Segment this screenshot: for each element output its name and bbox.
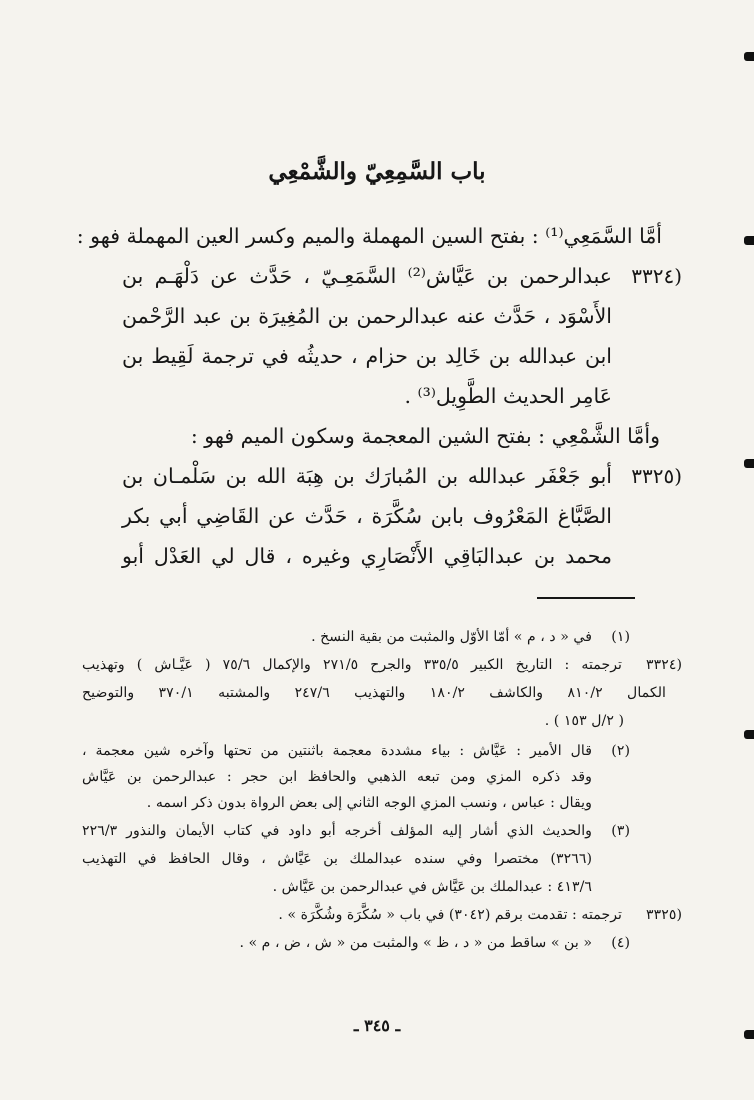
main-text (76, 216, 680, 256)
footnote-label: (٣٣٢٤ (645, 657, 682, 673)
text-line: وأمَّا الشَّمْعِي : بفتح الشين المعجمة وسكون الميم فهو : (190, 424, 660, 448)
edge-mark (744, 236, 754, 245)
main-text (122, 456, 612, 576)
main-text (122, 256, 612, 416)
footnote-line: قال الأمير : عَيَّاش : بياء مشددة معجمة باثنتين من تحتها وآخره شين معجمة ، (82, 743, 592, 759)
edge-mark (744, 52, 754, 61)
footnote-line: ويقال : عباس ، ونسب المزي الوجه الثاني إلى بعض الرواة بدون ذكر اسمه . (146, 795, 592, 811)
footnote-line: ( ٢/ل ١٥٣ ) . (544, 713, 624, 729)
text-line: أمَّا السَّمَعِي⁽¹⁾ : بفتح السين المهملة والميم وكسر العين المهملة فهو : (76, 224, 662, 248)
edge-mark (744, 459, 754, 468)
edge-mark (744, 730, 754, 739)
text-line: ابن عبدالله بن خَالِد بن حزام ، حديثُه في ترجمة لَقِيط بن (122, 344, 612, 368)
footnote-line: ترجمته : التاريخ الكبير ٣٣٥/٥ والجرح ٢٧١/٥ والإكمال ٧٥/٦ ( عَيَّـاش ) وتهذيب (82, 657, 623, 673)
text-line: أبو جَعْفَر عبدالله بن المُبارَك بن هِبَة الله بن سَلْمـان بن (122, 464, 612, 488)
footnote-line: الكمال ٨١٠/٢ والكاشف ١٨٠/٢ والتهذيب ٢٤٧/٦ والمشتبه ٣٧٠/١ والتوضيح (82, 685, 666, 701)
footnote-separator (537, 597, 635, 599)
text-line: الصَّبَّاغ المَعْرُوف بابن سُكَّرَة ، حَدَّث عن القَاضِي أبي بكر (122, 504, 612, 528)
entry-number: (٣٣٢٤ (631, 264, 682, 288)
footnote-label: (١) (611, 629, 630, 645)
chapter-title: باب السَّمِعِيّ والشَّمْعِي (268, 158, 486, 185)
footnote-line: ٤١٣/٦ : عبدالملك بن عَيَّاش في عبدالرحمن بن عَيَّاش . (272, 879, 592, 895)
page-number: ـ ٣٤٥ ـ (353, 1016, 401, 1035)
footnote-line: ترجمته : تقدمت برقم (٣٠٤٢) في باب « سُكَّرَة وشُكَّرَة » . (278, 907, 622, 923)
footnote-line: (٣٢٦٦) مختصرا وفي سنده عبدالملك بن عَيَّاش ، وقال الحافظ في التهذيب (82, 851, 592, 867)
text-line: الأَسْوَد ، حَدَّث عنه عبدالرحمن بن المُغِيرَة بن عبد الرَّحْمن (122, 304, 612, 328)
footnote-label: (٤) (611, 935, 630, 951)
footnote-line: وقد ذكره المزي ومن تبعه الذهبي والحافظ ابن حجر : عبدالرحمن بن عَيَّاش (82, 769, 592, 785)
footnote-line: « بن » ساقط من « د ، ظ » والمثبت من « ش ، ض ، م » . (239, 935, 592, 951)
text-line: عبدالرحمن بن عَيَّاش⁽²⁾ السَّمَعِـيّ ، حَدَّث عن دَلْهَـم بن (122, 264, 612, 288)
footnote-label: (٢) (611, 743, 630, 759)
footnote-label: (٣) (611, 823, 630, 839)
main-text (140, 416, 660, 456)
entry-number: (٣٣٢٥ (631, 464, 682, 488)
footnote-label: (٣٣٢٥ (645, 907, 682, 923)
footnote-line: في « د ، م » أمّا الأوّل والمثبت من بقية النسخ . (311, 629, 592, 645)
footnote-line: والحديث الذي أشار إليه المؤلف أخرجه أبو داود في كتاب الأيمان والنذور ٢٢٦/٣ (82, 823, 592, 839)
text-line: محمد بن عبدالبَاقِي الأَنْصَارِي وغيره ، قال لي العَدْل أبو (122, 544, 612, 568)
text-line: عَامِر الحديث الطَّوِيل⁽³⁾ . (404, 384, 612, 408)
